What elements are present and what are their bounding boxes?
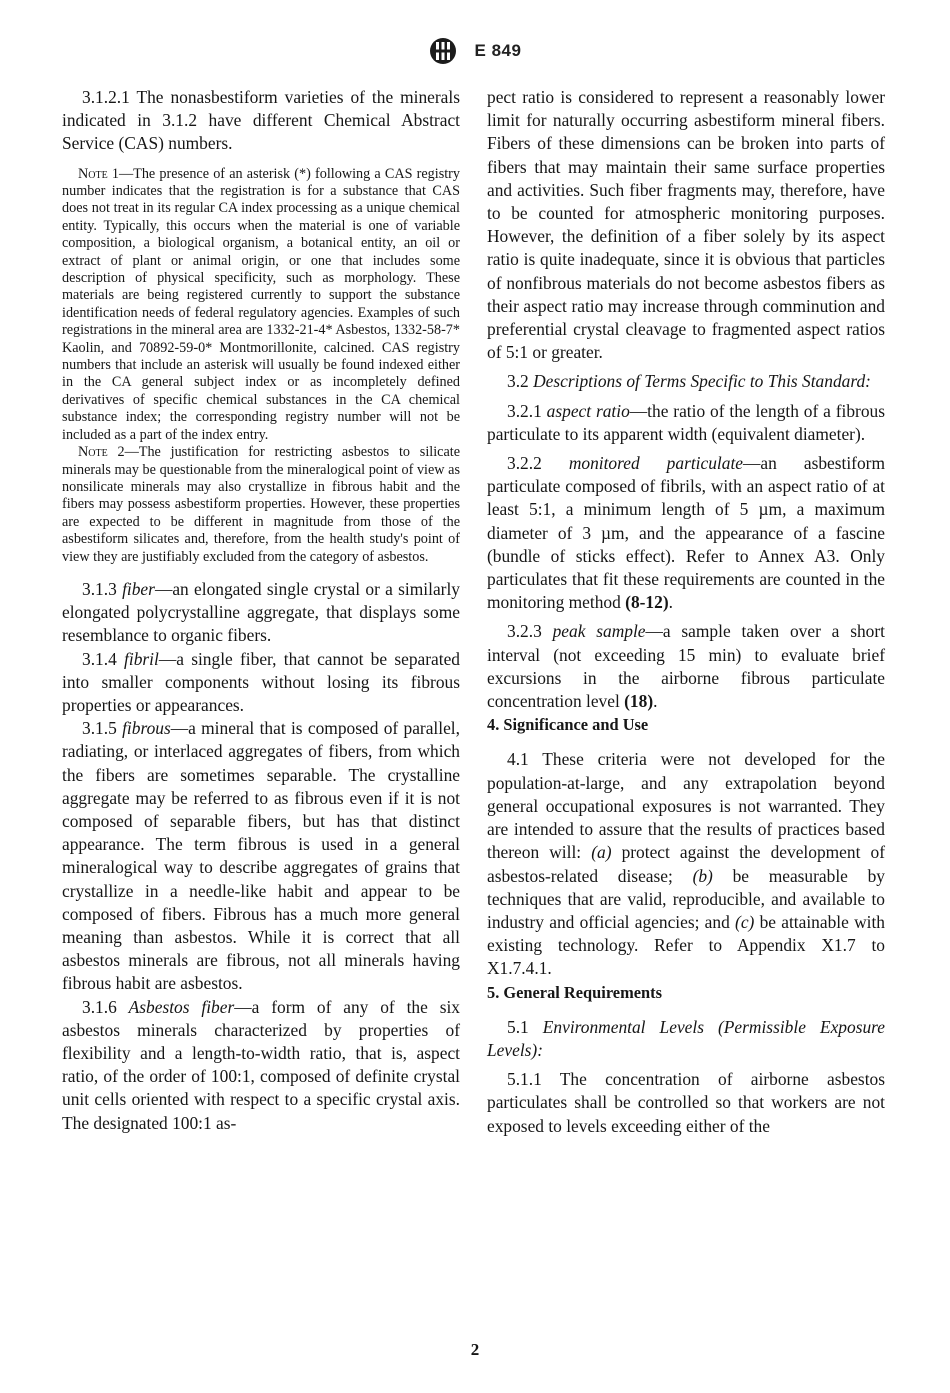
paragraph-3-2-1: 3.2.1 aspect ratio—the ratio of the length of a fibrous particulate to its apparent width (equivalent diameter). [487, 400, 885, 444]
astm-logo-icon [429, 37, 457, 65]
paragraph-5-1-1: 5.1.1 The concentration of airborne asbestos particulates shall be controlled so that workers are not exposed to levels exceeding either of the [487, 1069, 885, 1136]
standard-designation: E 849 [474, 41, 522, 60]
paragraph-3-1-2-1: 3.1.2.1 The nonasbestiform varieties of the minerals indicated in 3.1.2 have different Chemical Abstract Service (CAS) numbers. [62, 87, 460, 154]
paragraph-3-1-6: 3.1.6 Asbestos fiber—a form of any of the six asbestos minerals characterized by properties of flexibility and a length-to-width ratio, that is, aspect ratio, of the order of 100:1, composed of definite crystal unit cells oriented with respect to a specific crystal axis. The designated 100:1 as- [62, 996, 461, 1133]
note-2: Note 2—The justification for restricting asbestos to silicate minerals may be questionable from the mineralogical point of view as nonsilicate minerals may also crystallize in fibrous habit and the fibers may possess asbestiform properties. However, these properties are expected to be different in magnitude from those of the asbestiform silicates and, therefore, from the health study's point of view they are justifiably excluded from the category of asbestos. [62, 444, 460, 565]
paragraph-3-2: 3.2 Descriptions of Terms Specific to This Standard: [507, 371, 871, 392]
paragraph-3-2-3: 3.2.3 peak sample—a sample taken over a short interval (not exceeding 15 min) to evaluate brief excursions in the airborne fibrous particulate concentration level (18). [487, 621, 885, 712]
paragraph-4-1: 4.1 These criteria were not developed for the population-at-large, and any extrapolation beyond general occupational exposures is not warranted. They are intended to assure that the results of practices based thereon will: (a) protect against the development of asbestos-related disease; (b) be measurable by techniques that are valid, reproducible, and available to industry and official agencies; and (c) be attainable with existing technology. Refer to Appendix X1.7 to X1.7.4.1. [487, 749, 885, 979]
page-number: 2 [470, 1340, 480, 1359]
page-header [0, 34, 950, 68]
section-heading-5: 5. General Requirements [487, 982, 662, 1002]
paragraph-3-1-4: 3.1.4 fibril—a single fiber, that cannot be separated into smaller components without losing its fibrous properties or appearances. [62, 648, 460, 715]
paragraph-3-1-5: 3.1.5 fibrous—a mineral that is composed of parallel, radiating, or interlaced aggregates of fibers, from which the fibers are sometimes separable. The crystalline aggregate may be referred to as fibrous even if it is not composed of separable fibers, but has that distinct appearance. The term fibrous is used in a general mineralogical way to describe aggregates of grains that crystallize in a needle-like habit and appear to be composed of fibers. Fibrous has a much more general meaning than asbestos. While it is correct that all asbestos minerals are fibrous, not all minerals having fibrous habit are asbestos. [62, 718, 460, 994]
paragraph-3-1-3: 3.1.3 fiber—an elongated single crystal or a similarly elongated polycrystalline aggregate, that displays some resemblance to organic fibers. [62, 578, 460, 646]
section-heading-4: 4. Significance and Use [487, 715, 649, 735]
right-column [487, 86, 885, 1138]
paragraph-3-2-2: 3.2.2 monitored particulate—an asbestiform particulate composed of fibrils, with an aspect ratio of at least 5:1, a minimum length of 5 µm, a maximum diameter of 3 µm, and the appearance of a fascine (bundle of sticks effect). Refer to Annex A3. Only particulates that fit these requirements are counted in the monitoring method (8-12). [487, 453, 885, 613]
left-column [62, 86, 460, 1135]
note-1: Note 1—The presence of an asterisk (*) following a CAS registry number indicates that the registration is for a substance that CAS does not treat in its regular CA index processing as a unique chemical entity. Typically, this occurs when the material is one of variable composition, a biological organism, a botanical entity, an oil or extract of plant or animal origin, or one that includes some description of physical specificity, such as morphology. These materials are being registered currently to support the substance identification needs of federal regulatory agencies. Examples of such registrations in the mineral area are 1332-21-4* Asbestos, 1332-58-7* Kaolin, and 70892-59-0* Montmorillonite, calcined. CAS registry numbers that include an asterisk will usually be found indexed either in the CA general subject index or as incompletely defined derivatives of specific chemical substances in the CA chemical substance index; the corresponding registry number will not be included as a part of the index entry. [62, 165, 460, 443]
paragraph-5-1: 5.1 Environmental Levels (Permissible Exposure Levels): [487, 1016, 885, 1060]
paragraph-continuation: pect ratio is considered to represent a reasonably lower limit for naturally occurring asbestiform mineral fibers. Fibers of these dimensions can be broken into parts of fibers that may maintain their same surface properties and activities. Such fiber fragments may, therefore, have to be counted for atmospheric monitoring purposes. However, the definition of a fiber solely by its aspect ratio is quite inadequate, since it is obvious that particles of nonfibrous materials do not become asbestos fibers as their aspect ratio may increase through comminution and preferential crystal cleavage to fragmented aspect ratios of 5:1 or greater. [487, 87, 885, 363]
